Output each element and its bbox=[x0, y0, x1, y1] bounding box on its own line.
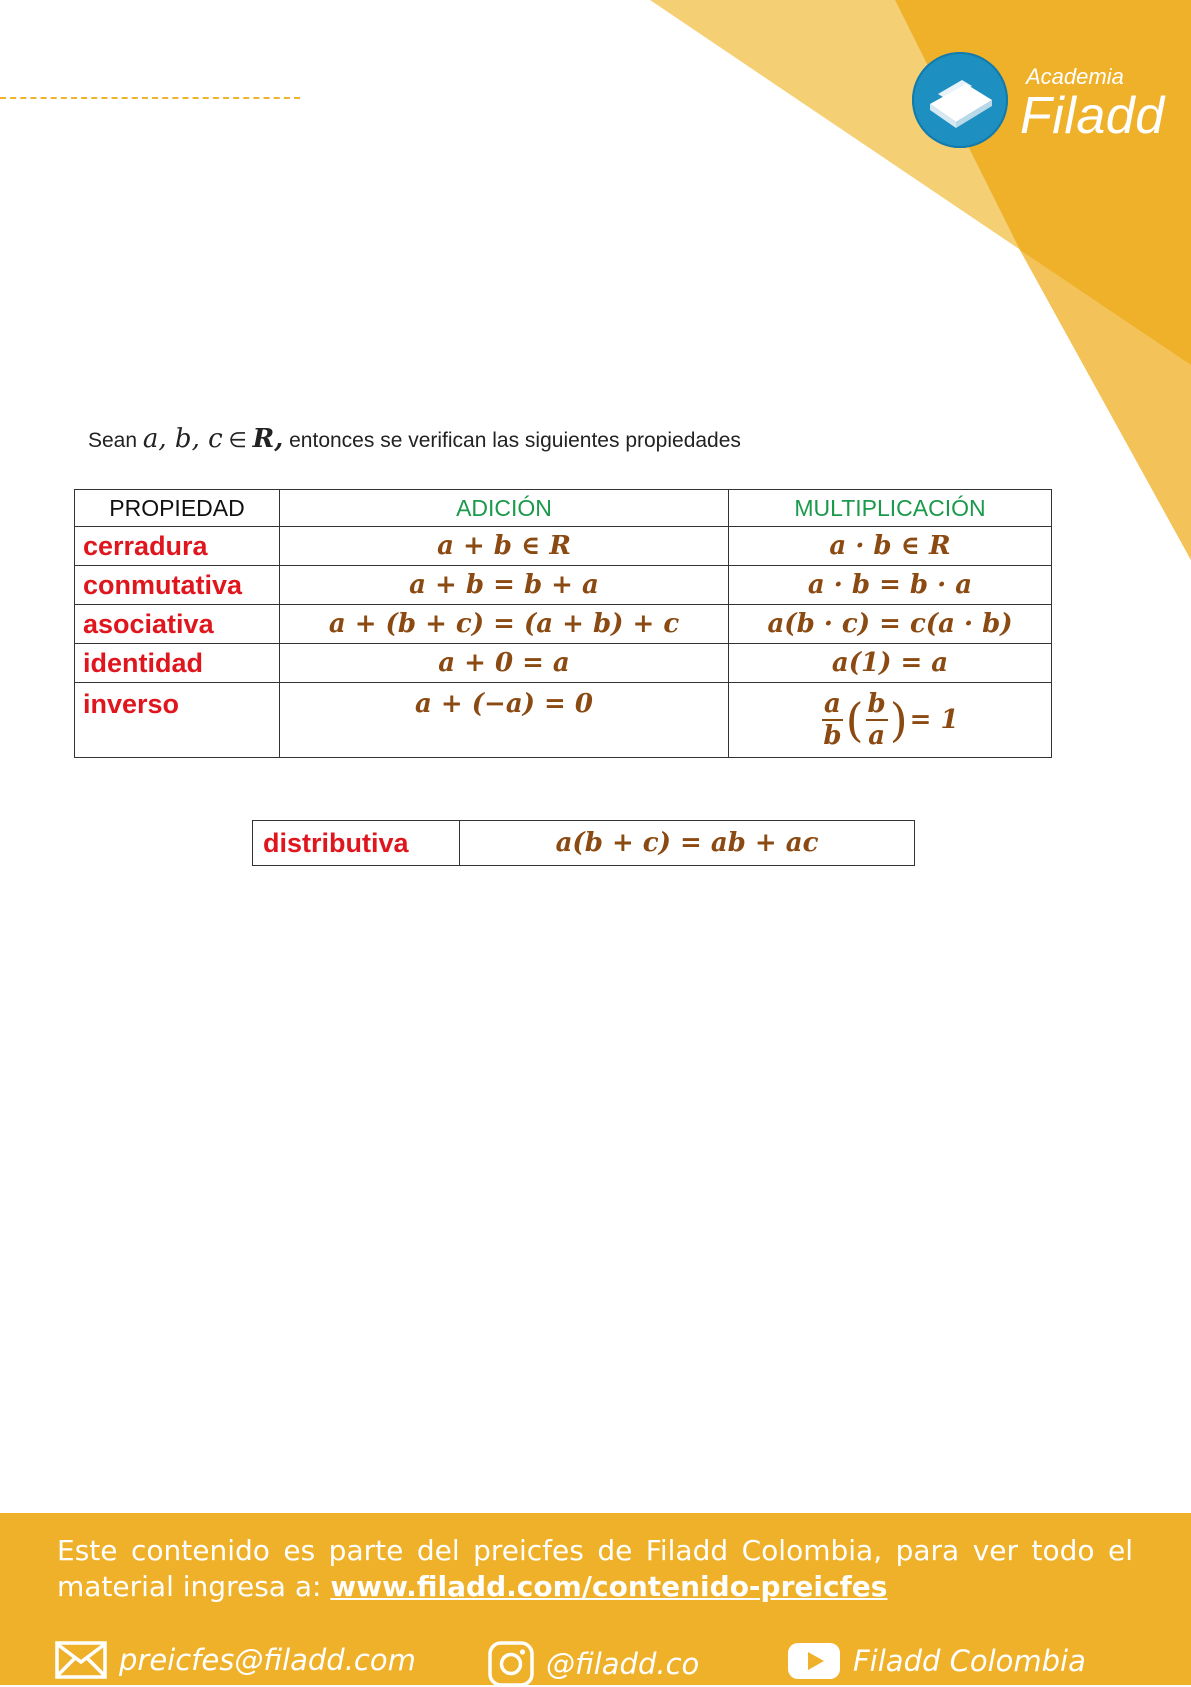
footer-banner bbox=[0, 1513, 1191, 1685]
fraction-denominator: a bbox=[868, 721, 886, 751]
folder-logo-icon bbox=[912, 52, 1008, 148]
footer-message: Este contenido es parte del preicfes de Filadd Colombia, para ver todo el material ingresa a: bbox=[57, 1534, 1133, 1603]
properties-table bbox=[74, 489, 1052, 758]
instagram-icon bbox=[488, 1641, 534, 1687]
fraction-denominator: b bbox=[823, 721, 842, 751]
intro-sentence bbox=[88, 424, 741, 454]
filadd-logo bbox=[912, 52, 1172, 152]
youtube-icon bbox=[787, 1641, 841, 1681]
intro-suffix: entonces se verifican las siguientes propiedades bbox=[283, 429, 741, 452]
header-adicion: ADICIÓN bbox=[280, 490, 729, 527]
fraction-rhs: = 1 bbox=[909, 705, 959, 735]
property-name: inverso bbox=[75, 683, 280, 758]
distributive-table bbox=[252, 820, 915, 866]
fraction-b-over-a bbox=[866, 691, 888, 749]
multiplication-formula: a · b = b · a bbox=[729, 566, 1052, 605]
addition-formula: a + b = b + a bbox=[280, 566, 729, 605]
property-name: cerradura bbox=[75, 527, 280, 566]
intro-prefix: Sean bbox=[88, 429, 143, 452]
table-header-row bbox=[75, 490, 1052, 527]
table-row bbox=[253, 821, 915, 866]
table-row bbox=[75, 527, 1052, 566]
intro-vars: a, b, c bbox=[142, 424, 223, 454]
footer-text bbox=[57, 1533, 1133, 1605]
multiplication-formula: a · b ∈ R bbox=[729, 527, 1052, 566]
table-row bbox=[75, 566, 1052, 605]
intro-set: R, bbox=[252, 424, 284, 454]
multiplication-formula: a(b · c) = c(a · b) bbox=[729, 605, 1052, 644]
addition-formula: a + b ∈ R bbox=[280, 527, 729, 566]
youtube-contact[interactable] bbox=[787, 1641, 1086, 1681]
header-propiedad: PROPIEDAD bbox=[75, 490, 280, 527]
logo-academia-text: Academia bbox=[1026, 64, 1124, 89]
property-name: asociativa bbox=[75, 605, 280, 644]
intro-member: ∈ bbox=[222, 429, 253, 452]
footer-link[interactable]: www.filadd.com/contenido-preicfes bbox=[330, 1570, 888, 1603]
multiplication-formula bbox=[729, 683, 1052, 758]
property-name: identidad bbox=[75, 644, 280, 683]
mail-icon bbox=[55, 1641, 107, 1679]
addition-formula: a + (−a) = 0 bbox=[280, 683, 729, 758]
open-paren: ( bbox=[845, 693, 864, 747]
dashed-line-decoration bbox=[0, 97, 300, 99]
inverse-fraction bbox=[821, 691, 958, 749]
header-multiplicacion: MULTIPLICACIÓN bbox=[729, 490, 1052, 527]
table-row bbox=[75, 683, 1052, 758]
property-name: conmutativa bbox=[75, 566, 280, 605]
email-text: preicfes@filadd.com bbox=[119, 1643, 416, 1677]
close-paren: ) bbox=[889, 693, 908, 747]
table-row bbox=[75, 605, 1052, 644]
fraction-a-over-b bbox=[821, 691, 843, 749]
table-row bbox=[75, 644, 1052, 683]
logo-filadd-text: Filadd bbox=[1020, 87, 1165, 145]
instagram-text: @filadd.co bbox=[546, 1647, 700, 1681]
addition-formula: a + 0 = a bbox=[280, 644, 729, 683]
fraction-numerator: a bbox=[824, 689, 841, 719]
instagram-contact[interactable] bbox=[488, 1641, 699, 1687]
property-name: distributiva bbox=[253, 821, 460, 866]
distributive-formula: a(b + c) = ab + ac bbox=[460, 821, 915, 866]
fraction-numerator: b bbox=[867, 689, 886, 719]
addition-formula: a + (b + c) = (a + b) + c bbox=[280, 605, 729, 644]
email-contact[interactable] bbox=[55, 1641, 416, 1679]
multiplication-formula: a(1) = a bbox=[729, 644, 1052, 683]
youtube-text: Filadd Colombia bbox=[853, 1644, 1086, 1678]
